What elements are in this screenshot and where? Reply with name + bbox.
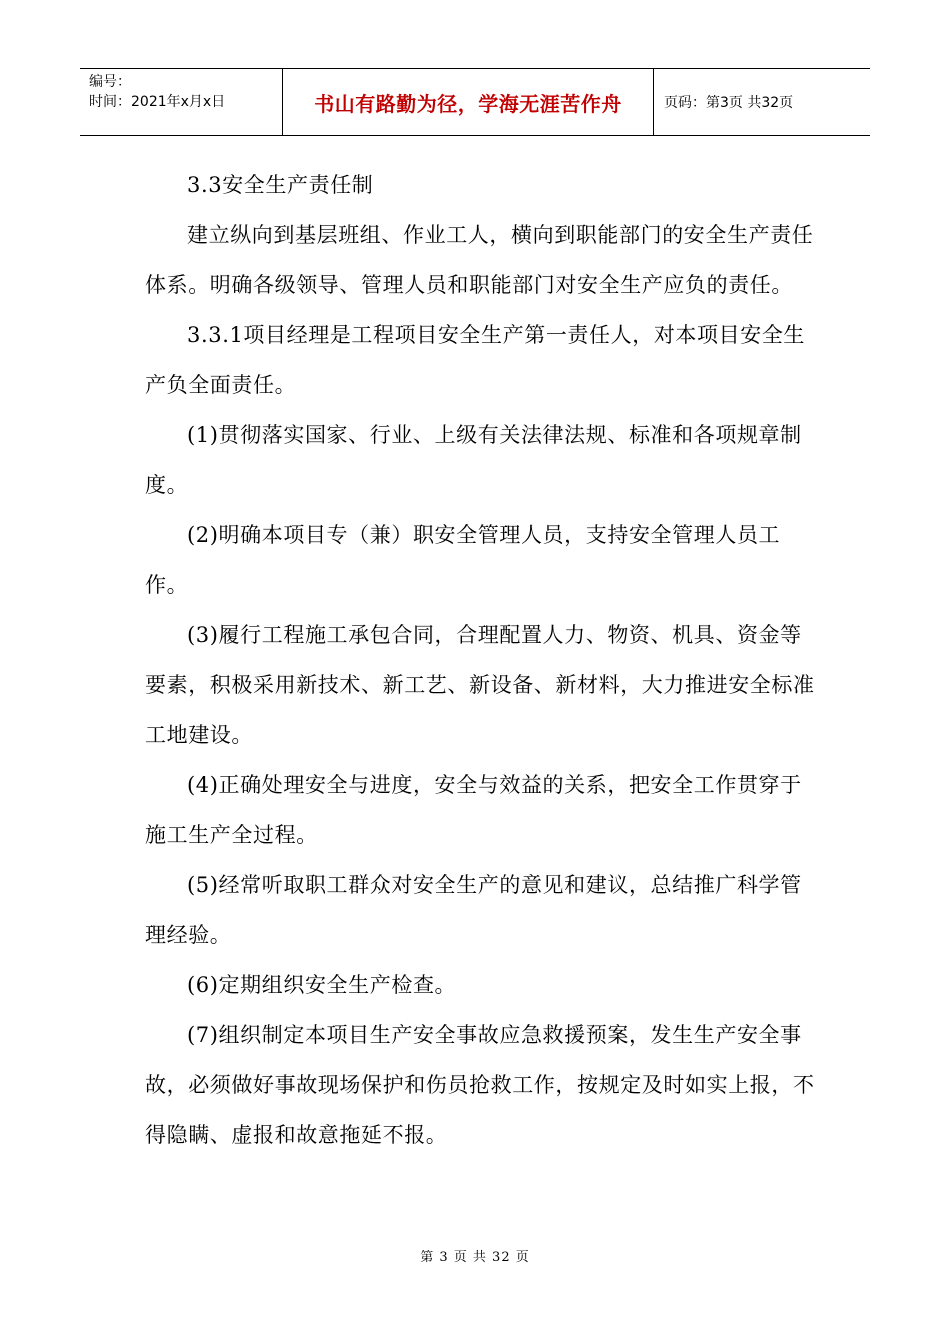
paragraph: 3.3.1项目经理是工程项目安全生产第一责任人，对本项目安全生产负全面责任。: [145, 323, 806, 397]
paragraph: (4)正确处理安全与进度，安全与效益的关系，把安全工作贯穿于施工生产全过程。: [145, 773, 802, 847]
paragraph: (1)贯彻落实国家、行业、上级有关法律法规、标准和各项规章制度。: [145, 423, 802, 497]
header-page-info: 页码：第3页 共32页: [664, 95, 794, 111]
doc-number-label: 编号：: [89, 74, 131, 90]
section-title: 3.3安全生产责任制: [187, 173, 374, 197]
paragraph: (7)组织制定本项目生产安全事故应急救援预案，发生生产安全事故，必须做好事故现场保护和伤员抢救工作，按规定及时如实上报，不得隐瞒、虚报和故意拖延不报。: [145, 1023, 815, 1147]
paragraph: (5)经常听取职工群众对安全生产的意见和建议，总结推广科学管理经验。: [145, 873, 802, 947]
document-body: [145, 160, 815, 1160]
paragraph: (6)定期组织安全生产检查。: [187, 973, 457, 997]
header-meta-cell: [80, 69, 282, 135]
doc-date-label: 时间：2021年x月x日: [89, 94, 226, 110]
header-motto: 书山有路勤为径，学海无涯苦作舟: [314, 91, 622, 116]
page-header: [80, 68, 870, 136]
page-footer: 第 3 页 共 32 页: [420, 1250, 530, 1265]
header-motto-cell: [282, 69, 654, 135]
header-page-cell: [654, 69, 870, 135]
paragraph: (2)明确本项目专（兼）职安全管理人员，支持安全管理人员工作。: [145, 523, 781, 597]
paragraph: (3)履行工程施工承包合同，合理配置人力、物资、机具、资金等要素，积极采用新技术、新工艺、新设备、新材料，大力推进安全标准工地建设。: [145, 623, 815, 747]
paragraph: 建立纵向到基层班组、作业工人，横向到职能部门的安全生产责任体系。明确各级领导、管理人员和职能部门对安全生产应负的责任。: [145, 223, 814, 297]
